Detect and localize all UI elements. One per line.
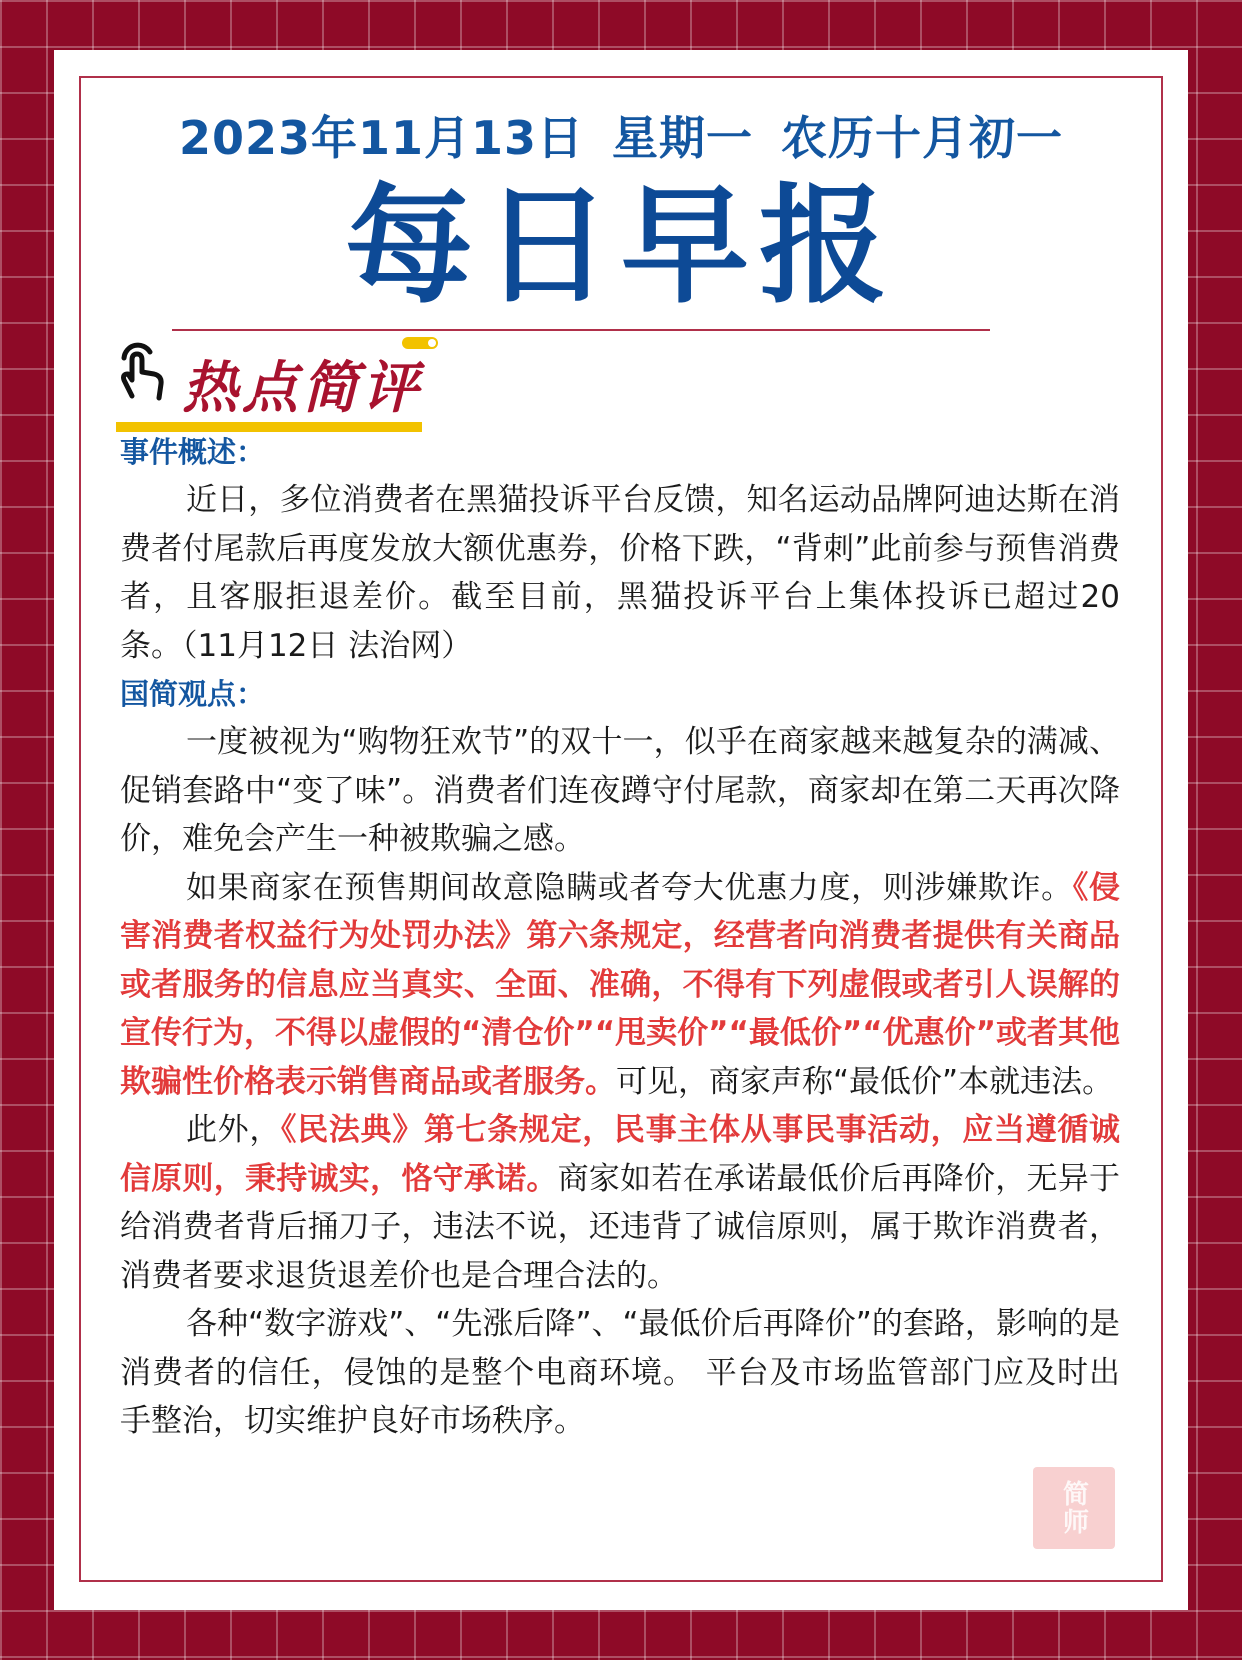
date-line	[54, 102, 1188, 168]
opinion-p2-highlight: 《侵害消费者权益行为处罚办法》第六条规定，经营者向消费者提供有关商品或者服务的信息应当真实、全面、准确，不得有下列虚假或者引人误解的宣传行为，不得以虚假的“清仓价”“甩卖价”“最低价”“优惠价”或者其他欺骗性价格表示销售商品或者服务。	[120, 869, 1121, 1100]
weekday: 星期一	[612, 111, 754, 165]
page-title: 每日早报	[344, 172, 897, 321]
opinion-paragraph-2	[120, 864, 1120, 1107]
title-divider	[172, 329, 990, 331]
opinion-p3-highlight: 《民法典》第七条规定，民事主体从事民事活动，应当遵循诚信原则，秉持诚实，恪守承诺。	[120, 1112, 1121, 1197]
opinion-paragraph-3	[120, 1106, 1120, 1300]
opinion-p2-intro: 如果商家在预售期间故意隐瞒或者夸大优惠力度，则涉嫌欺诈。	[186, 869, 1073, 906]
opinion-p2-outro: 可见，商家声称“最低价”本就违法。	[616, 1063, 1114, 1100]
event-text: 近日，多位消费者在黑猫投诉平台反馈，知名运动品牌阿迪达斯在消费者付尾款后再度发放大额优惠券，价格下跌，“背刺”此前参与预售消费者，且客服拒退差价。截至目前，黑猫投诉平台上集体投诉已超过20条。（11月12日 法治网）	[120, 482, 1120, 664]
event-label: 事件概述：	[120, 435, 266, 469]
seal-stamp: 简师	[1033, 1467, 1115, 1549]
lunar-date: 农历十月初一	[781, 111, 1064, 165]
article-body	[120, 428, 1120, 1446]
date: 2023年11月13日	[178, 111, 585, 165]
section-title: 热点简评	[182, 356, 422, 421]
opinion-paragraph-4: 各种“数字游戏”、“先涨后降”、“最低价后再降价”的套路，影响的是消费者的信任，侵蚀的是整个电商环境。 平台及市场监管部门应及时出手整治，切实维护良好市场秩序。	[120, 1306, 1120, 1439]
opinion-label: 国简观点：	[120, 677, 266, 711]
opinion-p3-intro: 此外，	[186, 1112, 282, 1148]
section-header	[116, 340, 516, 440]
opinion-paragraph-1: 一度被视为“购物狂欢节”的双十一，似乎在商家越来越复杂的满减、促销套路中“变了味”。消费者们连夜蹲守付尾款，商家却在第二天再次降价，难免会产生一种被欺骗之感。	[120, 724, 1120, 857]
hand-tap-icon	[116, 340, 168, 404]
opinion-p3-outro: 商家如若在承诺最低价后再降价，无异于给消费者背后捅刀子，违法不说，还违背了诚信原则，属于欺诈消费者，消费者要求退货退差价也是合理合法的。	[120, 1160, 1121, 1294]
report-card	[54, 50, 1188, 1610]
